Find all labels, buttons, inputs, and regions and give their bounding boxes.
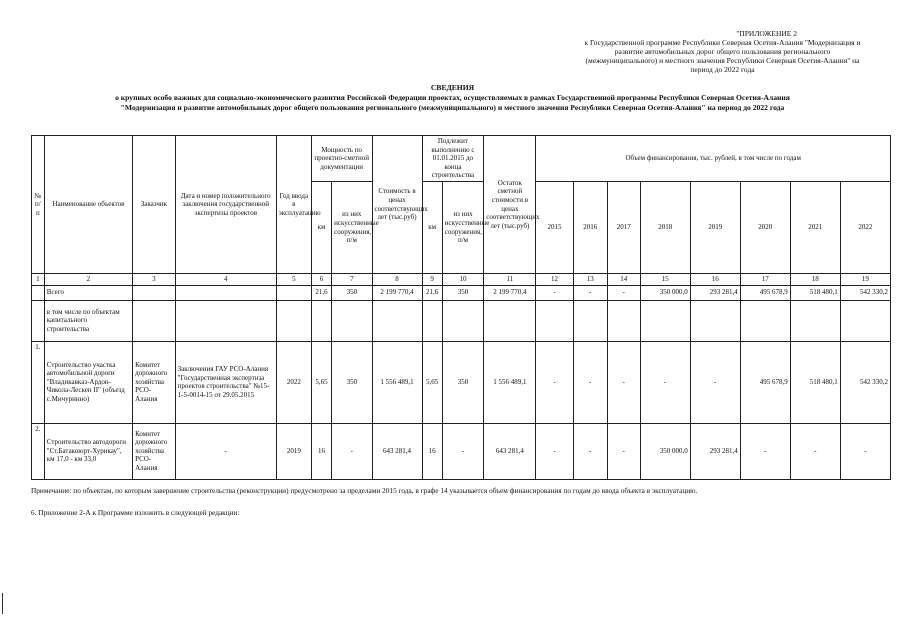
cell-2019 <box>690 300 740 341</box>
cell-2021: 518 480,1 <box>790 341 840 423</box>
header-name: Наименование объектов <box>44 136 132 274</box>
cell-customer <box>133 285 176 300</box>
appendix-line: развитие автомобильных дорог общего пользования регионального <box>614 47 831 56</box>
header-year-2022: 2022 <box>840 182 890 274</box>
scan-margin-mark <box>2 593 3 614</box>
cell-km <box>311 300 331 341</box>
cell-2021 <box>790 300 840 341</box>
cell-2022 <box>840 300 890 341</box>
cell-cost <box>372 300 422 341</box>
col-number: 8 <box>372 274 422 286</box>
header-financing: Объем финансирования, тыс. рублей, в том числе по годам <box>536 136 891 182</box>
cell-expertise <box>175 300 276 341</box>
cell-cost: 2 199 770,4 <box>372 285 422 300</box>
cell-structures: 350 <box>332 285 372 300</box>
cell-2016 <box>573 300 607 341</box>
cell-km: 21,6 <box>311 285 331 300</box>
appendix-title: "ПРИЛОЖЕНИЕ 2 <box>736 29 797 38</box>
cell-num <box>32 300 45 341</box>
cell-2018: 350 000,0 <box>640 285 690 300</box>
cell-km: 5,65 <box>311 341 331 423</box>
cell-2020: - <box>740 423 790 479</box>
heading-line: о крупных особо важных для социально-экономического развития Российской Федерации проектах, осуществляемых в рамках Государственной программы Республики Северная Осетия-Алания <box>115 93 790 102</box>
header-structures: из них искусственные сооружения, п/м <box>332 182 372 274</box>
header-to-complete: Подлежит выполнению с 01.01.2015 до конца строительства <box>422 136 484 182</box>
cell-year <box>276 285 311 300</box>
header-num: № п/п <box>32 136 45 274</box>
header-capacity: Мощность по проектно-сметной документации <box>311 136 372 182</box>
cell-customer: Комитет дорожного хозяйства РСО-Алания <box>133 341 176 423</box>
cell-remaining: 643 281,4 <box>484 423 536 479</box>
col-number: 5 <box>276 274 311 286</box>
header-year-2021: 2021 <box>790 182 840 274</box>
col-number: 13 <box>573 274 607 286</box>
cell-2015: - <box>536 423 573 479</box>
header-year-2016: 2016 <box>573 182 607 274</box>
col-number: 18 <box>790 274 840 286</box>
header-customer: Заказчик <box>133 136 176 274</box>
col-number: 7 <box>332 274 372 286</box>
cell-2016: - <box>573 285 607 300</box>
cell-2017: - <box>607 285 640 300</box>
header-row <box>32 136 891 182</box>
cell-2022: 542 330,2 <box>840 341 890 423</box>
header-year-2017: 2017 <box>607 182 640 274</box>
col-number: 6 <box>311 274 331 286</box>
cell-name: Строительство автодороги "Ст.Батакоюрт-Хурикау", км 17,0 - км 33,0 <box>44 423 132 479</box>
col-number: 14 <box>607 274 640 286</box>
cell-km2: 21,6 <box>422 285 442 300</box>
cell-structures: - <box>332 423 372 479</box>
cell-2017: - <box>607 341 640 423</box>
col-number: 10 <box>442 274 484 286</box>
appendix-line: к Государственной программе Республики Северная Осетия-Алания "Модернизация и <box>584 38 861 47</box>
cell-2015: - <box>536 285 573 300</box>
cell-2019: 293 281,4 <box>690 285 740 300</box>
cell-name: Всего <box>44 285 132 300</box>
col-number: 11 <box>484 274 536 286</box>
cell-2021: - <box>790 423 840 479</box>
appendix-header <box>555 29 890 74</box>
cell-km: 16 <box>311 423 331 479</box>
cell-year: 2022 <box>276 341 311 423</box>
header-year-2018: 2018 <box>640 182 690 274</box>
document-heading <box>0 83 905 113</box>
cell-2018: - <box>640 341 690 423</box>
cell-2015 <box>536 300 573 341</box>
cell-customer <box>133 300 176 341</box>
heading-title: СВЕДЕНИЯ <box>430 83 475 92</box>
projects-table <box>31 135 891 480</box>
table-note: Примечание: по объектам, по которым завершение строительства (реконструкции) предусмотрено за пределами 2015 года, в графе 14 указывается объем финансирования по годам до ввода объекта в эксплуатацию. <box>31 486 698 495</box>
cell-km2: 5,65 <box>422 341 442 423</box>
cell-2018: 350 000,0 <box>640 423 690 479</box>
cell-num: 2. <box>32 423 45 479</box>
cell-remaining <box>484 300 536 341</box>
cell-2021: 518 480,1 <box>790 285 840 300</box>
cell-num: 1. <box>32 341 45 423</box>
table-row-project <box>32 423 891 479</box>
cell-expertise: Заключения ГАУ РСО-Алания "Государственная экспертиза проектов строительства" №15-1-5-0014-15 от 29.05.2015 <box>175 341 276 423</box>
cell-remaining: 1 556 489,1 <box>484 341 536 423</box>
col-number: 3 <box>133 274 176 286</box>
cell-2015: - <box>536 341 573 423</box>
cell-2019: - <box>690 341 740 423</box>
cell-2020: 495 678,9 <box>740 341 790 423</box>
col-number: 12 <box>536 274 573 286</box>
cell-expertise <box>175 285 276 300</box>
cell-customer: Комитет дорожного хозяйства РСО-Алания <box>133 423 176 479</box>
cell-expertise: - <box>175 423 276 479</box>
cell-2016: - <box>573 341 607 423</box>
appendix-line: (межмуниципального) и местного значения Республики Северная Осетия-Алания" на <box>585 56 860 65</box>
cell-2022: 542 330,2 <box>840 285 890 300</box>
cell-structures <box>332 300 372 341</box>
cell-2019: 293 281,4 <box>690 423 740 479</box>
cell-name: Строительство участка автомобильной дороги "Владикавказ-Ардон-Чикола-Лескен II" (объезд с.Мичуринно) <box>44 341 132 423</box>
cell-2020: 495 678,9 <box>740 285 790 300</box>
col-number: 1 <box>32 274 45 286</box>
cell-2018 <box>640 300 690 341</box>
header-cost: Стоимость в ценах соответствующих лет (тыс.руб) <box>372 136 422 274</box>
header-year-2020: 2020 <box>740 182 790 274</box>
cell-2017: - <box>607 423 640 479</box>
cell-2020 <box>740 300 790 341</box>
header-year: Год ввода в эксплуатацию <box>276 136 311 274</box>
header-expertise: Дата и номер положительного заключения государственной экспертизы проектов <box>175 136 276 274</box>
cell-structures2: - <box>442 423 484 479</box>
header-year-2015: 2015 <box>536 182 573 274</box>
table-row-subheader <box>32 300 891 341</box>
cell-structures: 350 <box>332 341 372 423</box>
cell-km2: 16 <box>422 423 442 479</box>
column-number-row <box>32 274 891 286</box>
col-number: 15 <box>640 274 690 286</box>
item-six-text: 6. Приложение 2-А к Программе изложить в следующей редакции: <box>31 508 240 517</box>
cell-structures2 <box>442 300 484 341</box>
cell-2017 <box>607 300 640 341</box>
cell-remaining: 2 199 770,4 <box>484 285 536 300</box>
cell-name: в том числе по объектам капитального строительства <box>44 300 132 341</box>
col-number: 17 <box>740 274 790 286</box>
col-number: 4 <box>175 274 276 286</box>
cell-cost: 1 556 489,1 <box>372 341 422 423</box>
cell-year <box>276 300 311 341</box>
appendix-line: период до 2022 года <box>690 65 755 74</box>
header-remaining: Остаток сметной стоимости в ценах соответствующих лет (тыс.руб) <box>484 136 536 274</box>
cell-structures2: 350 <box>442 341 484 423</box>
cell-2016: - <box>573 423 607 479</box>
heading-line: "Модернизация и развитие автомобильных дорог общего пользования регионального (межмуниципального) и местного значения Республики Северная Осетия-Алания" на период до 2022 года <box>120 103 785 112</box>
col-number: 19 <box>840 274 890 286</box>
header-structures: из них искусственные сооружения, п/м <box>442 182 484 274</box>
col-number: 16 <box>690 274 740 286</box>
header-km: км <box>311 182 331 274</box>
cell-km2 <box>422 300 442 341</box>
cell-num <box>32 285 45 300</box>
cell-structures2: 350 <box>442 285 484 300</box>
cell-cost: 643 281,4 <box>372 423 422 479</box>
cell-year: 2019 <box>276 423 311 479</box>
header-year-2019: 2019 <box>690 182 740 274</box>
table-row-total <box>32 285 891 300</box>
header-km: км <box>422 182 442 274</box>
table-row-project <box>32 341 891 423</box>
col-number: 9 <box>422 274 442 286</box>
col-number: 2 <box>44 274 132 286</box>
cell-2022: - <box>840 423 890 479</box>
